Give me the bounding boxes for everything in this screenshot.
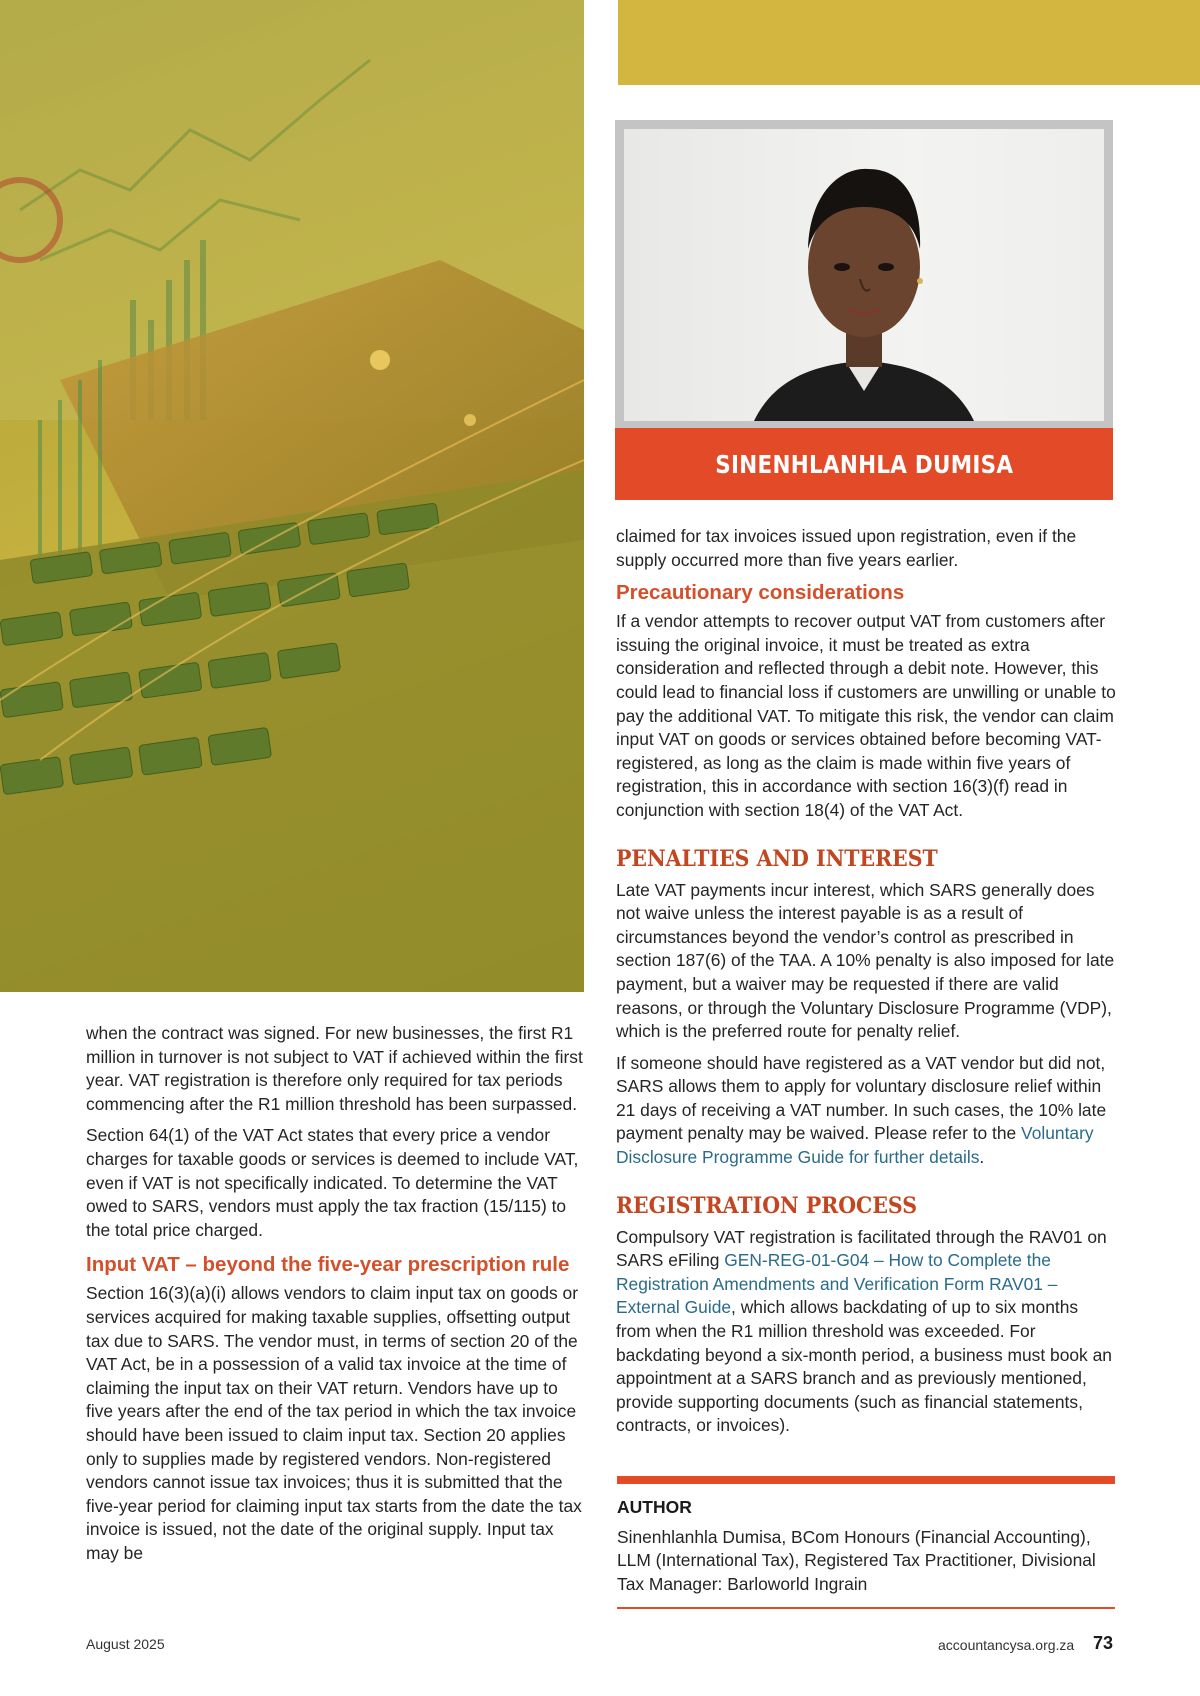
subheading-input-vat: Input VAT – beyond the five-year prescription rule <box>86 1253 570 1277</box>
author-divider-top <box>617 1476 1115 1484</box>
author-divider-bottom <box>617 1607 1115 1609</box>
left-text-column <box>86 1022 586 1573</box>
author-name-banner <box>615 428 1113 500</box>
portrait-illustration <box>624 129 1104 421</box>
section-title-penalties: PENALTIES AND INTEREST <box>616 845 938 872</box>
paragraph-end: . <box>979 1147 985 1168</box>
subheading-precautionary: Precautionary considerations <box>616 581 905 605</box>
paragraph: Section 16(3)(a)(i) allows vendors to claim input tax on goods or services acquired for making taxable supplies, offsetting output tax due to SARS. The vendor must, in terms of section 20 of the VAT Act, be in a possession of a valid tax invoice at the time of claiming the input tax on their VAT return. Vendors have up to five years after the end of the tax period in which the tax invoice should have been issued to claim input tax. Section 20 applies only to supplies made by registered vendors. Non-registered vendors cannot issue tax invoices; thus it is submitted that the five-year period for claiming input tax starts from the date the tax invoice is issued, not the date of the original supply. Input tax may be <box>86 1283 582 1563</box>
author-label: AUTHOR <box>617 1497 692 1517</box>
paragraph: Section 64(1) of the VAT Act states that every price a vendor charges for taxable goods or services is deemed to include VAT, even if VAT is not specifically indicated. To determine the VAT owed to SARS, vendors must apply the tax fraction (15/115) to the total price charged. <box>86 1125 579 1240</box>
paragraph-end: , which allows backdating of up to six months from when the R1 million threshold was exceeded. For backdating beyond a six-month period, a business must book an appointment at a SARS branch and as previously mentioned, provide supporting documents (such as financial statements, contracts, or invoices). <box>616 1297 1112 1436</box>
hero-illustration <box>0 0 584 992</box>
paragraph: Late VAT payments incur interest, which SARS generally does not waive unless the interest payable is as a result of circumstances beyond the vendor’s control as prescribed in section 187(6) of the TAA. A 10% penalty is also imposed for late payment, but a waiver may be requested if there are valid reasons, or through the Voluntary Disclosure Programme (VDP), which is the preferred route for penalty relief. <box>616 879 1115 1042</box>
author-bio: Sinenhlanhla Dumisa, BCom Honours (Financial Accounting), LLM (International Tax), Registered Tax Practitioner, Divisional Tax Manager: Barloworld Ingrain <box>617 1527 1096 1594</box>
paragraph-text: If someone should have registered as a VAT vendor but did not, SARS allows them to apply for voluntary disclosure relief within 21 days of receiving a VAT number. In such cases, the 10% late payment penalty may be waived. Please refer to the <box>616 1052 1107 1144</box>
paragraph: when the contract was signed. For new businesses, the first R1 million in turnover is not subject to VAT if achieved within the first year. VAT registration is therefore only required for tax periods commencing after the R1 million threshold has been surpassed. <box>86 1023 583 1114</box>
paragraph-registration <box>616 1226 1116 1438</box>
paragraph-vdp <box>616 1052 1116 1170</box>
paragraph-text: Compulsory VAT registration is facilitated through the RAV01 on SARS eFiling <box>616 1226 1107 1271</box>
paragraph: If a vendor attempts to recover output VAT from customers after issuing the original invoice, it must be treated as extra consideration and reflected through a debit note. However, this could lead to financial loss if customers are unwilling or unable to pay the additional VAT. To mitigate this risk, the vendor can claim input VAT on goods or services obtained before becoming VAT-registered, as long as the claim is made within five years of registration, this in accordance with section 16(3)(f) read in conjunction with section 18(4) of the VAT Act. <box>616 611 1116 820</box>
page-number: 73 <box>1093 1633 1114 1653</box>
portrait-frame <box>615 120 1113 430</box>
rav01-guide-link[interactable]: GEN-REG-01-G04 – How to Complete the Registration Amendments and Verification Form RAV01 – External Guide <box>616 1250 1058 1318</box>
hero-image-laptop <box>0 0 584 992</box>
footer-date: August 2025 <box>86 1636 165 1652</box>
author-name: SINENHLANHLA DUMISA <box>714 449 1014 479</box>
vdp-guide-link[interactable]: Voluntary Disclosure Programme Guide for further details <box>616 1123 1094 1168</box>
author-photo <box>624 129 1104 421</box>
section-title-registration: REGISTRATION PROCESS <box>616 1192 918 1219</box>
author-portrait-card <box>615 120 1113 500</box>
accent-block <box>618 0 1200 85</box>
right-text-column <box>616 525 1116 1446</box>
paragraph: claimed for tax invoices issued upon registration, even if the supply occurred more than five years earlier. <box>616 526 1077 570</box>
footer-site: accountancysa.org.za <box>938 1637 1075 1653</box>
